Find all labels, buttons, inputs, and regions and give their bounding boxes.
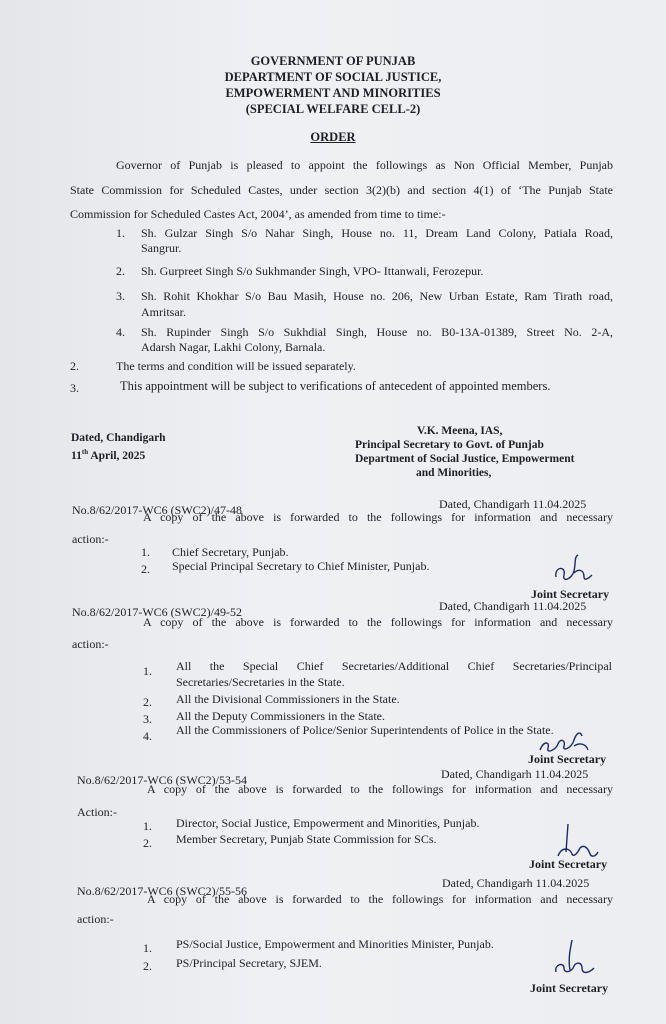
endorsement-ref: No.8/62/2017-WC6 (SWC2)/47-48 <box>72 503 242 517</box>
signatory-title: Principal Secretary to Govt. of Punjab <box>355 439 544 451</box>
order-title: ORDER <box>310 130 356 144</box>
signature-mark <box>548 938 600 987</box>
endorsement-date: Dated, Chandigarh 11.04.2025 <box>439 497 587 511</box>
endorsement-item-number: 2. <box>141 562 150 576</box>
endorsement-action: action:- <box>77 912 114 926</box>
endorsement-item-number: 1. <box>141 545 150 559</box>
endorsement-date: Dated, Chandigarh 11.04.2025 <box>439 599 587 613</box>
header-government: GOVERNMENT OF PUNJAB <box>250 54 416 68</box>
member-line: Sh. Rohit Khokhar S/o Bau Masih, House no. 206, New Urban Estate, Ram Tirath road, <box>141 289 613 303</box>
intro-line-1: Governor of Punjab is pleased to appoint the followings as Non Official Member, Punjab <box>116 158 613 172</box>
member-line: Sh. Rupinder Singh S/o Sukhdial Singh, House no. B0-13A-01389, Street No. 2-A, <box>141 325 613 339</box>
point-text: This appointment will be subject to verifications of antecedent of appointed members. <box>120 379 551 393</box>
endorsement-item-number: 1. <box>143 664 152 678</box>
endorsement-date: Dated, Chandigarh 11.04.2025 <box>441 767 589 781</box>
member-line: Adarsh Nagar, Lakhi Colony, Barnala. <box>141 340 326 354</box>
member-number: 3. <box>116 289 125 303</box>
endorsement-item: Secretaries/Secretaries in the State. <box>176 675 345 689</box>
endorsement-item: Director, Social Justice, Empowerment and Minorities, Punjab. <box>176 816 480 830</box>
endorsement-item: Member Secretary, Punjab State Commission for SCs. <box>176 832 437 846</box>
dated-date: 11th April, 2025 <box>71 448 146 462</box>
signatory-department: Department of Social Justice, Empowerment <box>355 453 575 465</box>
endorsement-item-number: 4. <box>143 729 152 743</box>
header-department: DEPARTMENT OF SOCIAL JUSTICE, <box>224 70 442 84</box>
endorsement-item: PS/Principal Secretary, SJEM. <box>176 956 322 970</box>
endorsement-item-number: 2. <box>143 836 152 850</box>
endorsement-item-number: 1. <box>143 819 152 833</box>
endorsement-item-number: 1. <box>143 941 152 955</box>
endorsement-item-number: 2. <box>143 959 152 973</box>
endorsement-copy-line: A copy of the above is forwarded to the followings for information and necessary <box>143 510 613 524</box>
point-number: 2. <box>70 359 79 373</box>
intro-line-2: State Commission for Scheduled Castes, under section 3(2)(b) and section 4(1) of ‘The Punjab State <box>70 183 613 197</box>
point-number: 3. <box>70 381 79 395</box>
intro-line-3: Commission for Scheduled Castes Act, 2004’, as amended from time to time:- <box>70 207 446 221</box>
signatory-department-end: and Minorities, <box>416 467 492 479</box>
member-number: 1. <box>116 226 125 240</box>
member-line: Sangrur. <box>141 241 182 255</box>
endorsement-item: Special Principal Secretary to Chief Minister, Punjab. <box>172 559 430 573</box>
point-text: The terms and condition will be issued separately. <box>116 359 356 373</box>
endorsement-item: All the Deputy Commissioners in the State. <box>176 709 385 723</box>
joint-secretary-sign: Joint Secretary <box>528 752 607 766</box>
endorsement-date: Dated, Chandigarh 11.04.2025 <box>442 876 590 890</box>
endorsement-item: PS/Social Justice, Empowerment and Minorities Minister, Punjab. <box>176 937 494 951</box>
joint-secretary-sign: Joint Secretary <box>529 857 608 871</box>
endorsement-action: action:- <box>72 637 109 651</box>
endorsement-copy-line: A copy of the above is forwarded to the followings for information and necessary <box>147 782 613 796</box>
member-line: Sh. Gulzar Singh S/o Nahar Singh, House no. 11, Dream Land Colony, Patiala Road, <box>141 226 613 240</box>
endorsement-item: Chief Secretary, Punjab. <box>172 545 289 559</box>
endorsement-action: Action:- <box>77 805 117 819</box>
endorsement-action: action:- <box>72 532 109 546</box>
endorsement-ref: No.8/62/2017-WC6 (SWC2)/55-56 <box>77 884 247 898</box>
endorsement-copy-line: A copy of the above is forwarded to the followings for information and necessary <box>147 892 613 906</box>
header-cell: (SPECIAL WELFARE CELL-2) <box>245 102 421 116</box>
member-line: Sh. Gurpreet Singh S/o Sukhmander Singh, VPO- Ittanwali, Ferozepur. <box>141 264 484 278</box>
member-number: 2. <box>116 264 125 278</box>
dated-place: Dated, Chandigarh <box>71 432 166 444</box>
endorsement-item-number: 2. <box>143 695 152 709</box>
header-empowerment: EMPOWERMENT AND MINORITIES <box>225 86 441 100</box>
endorsement-item: All the Commissioners of Police/Senior Superintendents of Police in the State. <box>176 723 554 737</box>
member-line: Amritsar. <box>141 305 186 319</box>
endorsement-item-number: 3. <box>143 712 152 726</box>
endorsement-item: All the Divisional Commissioners in the State. <box>176 692 400 706</box>
member-number: 4. <box>116 325 125 339</box>
endorsement-ref: No.8/62/2017-WC6 (SWC2)/53-54 <box>77 773 247 787</box>
endorsement-copy-line: A copy of the above is forwarded to the followings for information and necessary <box>143 615 613 629</box>
endorsement-ref: No.8/62/2017-WC6 (SWC2)/49-52 <box>72 605 242 619</box>
endorsement-item: All the Special Chief Secretaries/Additional Chief Secretaries/Principal <box>176 659 612 673</box>
joint-secretary-sign: Joint Secretary <box>530 981 609 995</box>
joint-secretary-sign: Joint Secretary <box>531 587 610 601</box>
signatory-name: V.K. Meena, IAS, <box>417 425 503 437</box>
